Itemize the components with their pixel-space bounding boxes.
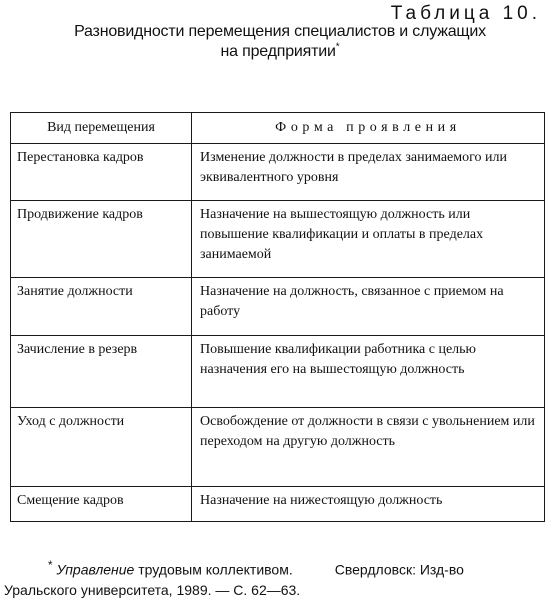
table-header-row <box>11 113 545 144</box>
table-row <box>11 487 545 522</box>
footnote-source-rest: трудовым коллективом. <box>138 561 293 578</box>
movement-types-table <box>10 112 545 522</box>
column-header-form: Форма проявления <box>192 113 545 144</box>
table-title <box>40 22 520 62</box>
table-row <box>11 201 545 278</box>
movement-form-cell: Назначение на должность, связанное с приемом на работу <box>192 278 545 336</box>
footnote-line-1 <box>4 556 552 580</box>
movement-type-cell: Уход с должности <box>11 408 192 487</box>
footnote-mark: * <box>48 559 53 572</box>
movement-type-cell: Зачисление в резерв <box>11 336 192 408</box>
title-footnote-mark: * <box>335 41 340 53</box>
movement-form-cell: Освобождение от должности в связи с увольнением или переходом на другую должность <box>192 408 545 487</box>
movement-form-cell: Назначение на нижестоящую должность <box>192 487 545 522</box>
footnote-line-2: Уральского университета, 1989. — С. 62—63. <box>4 581 301 598</box>
movement-type-cell: Смещение кадров <box>11 487 192 522</box>
title-line-1: Разновидности перемещения специалистов и служащих <box>74 23 486 40</box>
table-number: Таблица 10. <box>390 3 541 24</box>
footnote <box>4 556 552 600</box>
movement-type-cell: Перестановка кадров <box>11 144 192 201</box>
movement-form-cell: Назначение на вышестоящую должность или повышение квалификации и оплаты в пределах занимаемой <box>192 201 545 278</box>
title-line-2-text: на предприятии <box>220 43 336 60</box>
table-row <box>11 408 545 487</box>
table-row <box>11 278 545 336</box>
footnote-publisher-place: Свердловск: Изд-во <box>334 561 464 578</box>
movement-form-cell: Изменение должности в пределах занимаемого или эквивалентного уровня <box>192 144 545 201</box>
footnote-source-title: Управление <box>56 561 135 578</box>
title-line-2 <box>40 42 520 62</box>
movement-form-cell: Повышение квалификации работника с целью назначения его на вышестоящую должность <box>192 336 545 408</box>
movement-type-cell: Занятие должности <box>11 278 192 336</box>
table-row <box>11 336 545 408</box>
movement-type-cell: Продвижение кадров <box>11 201 192 278</box>
table-row <box>11 144 545 201</box>
column-header-movement-type: Вид перемещения <box>11 113 192 144</box>
